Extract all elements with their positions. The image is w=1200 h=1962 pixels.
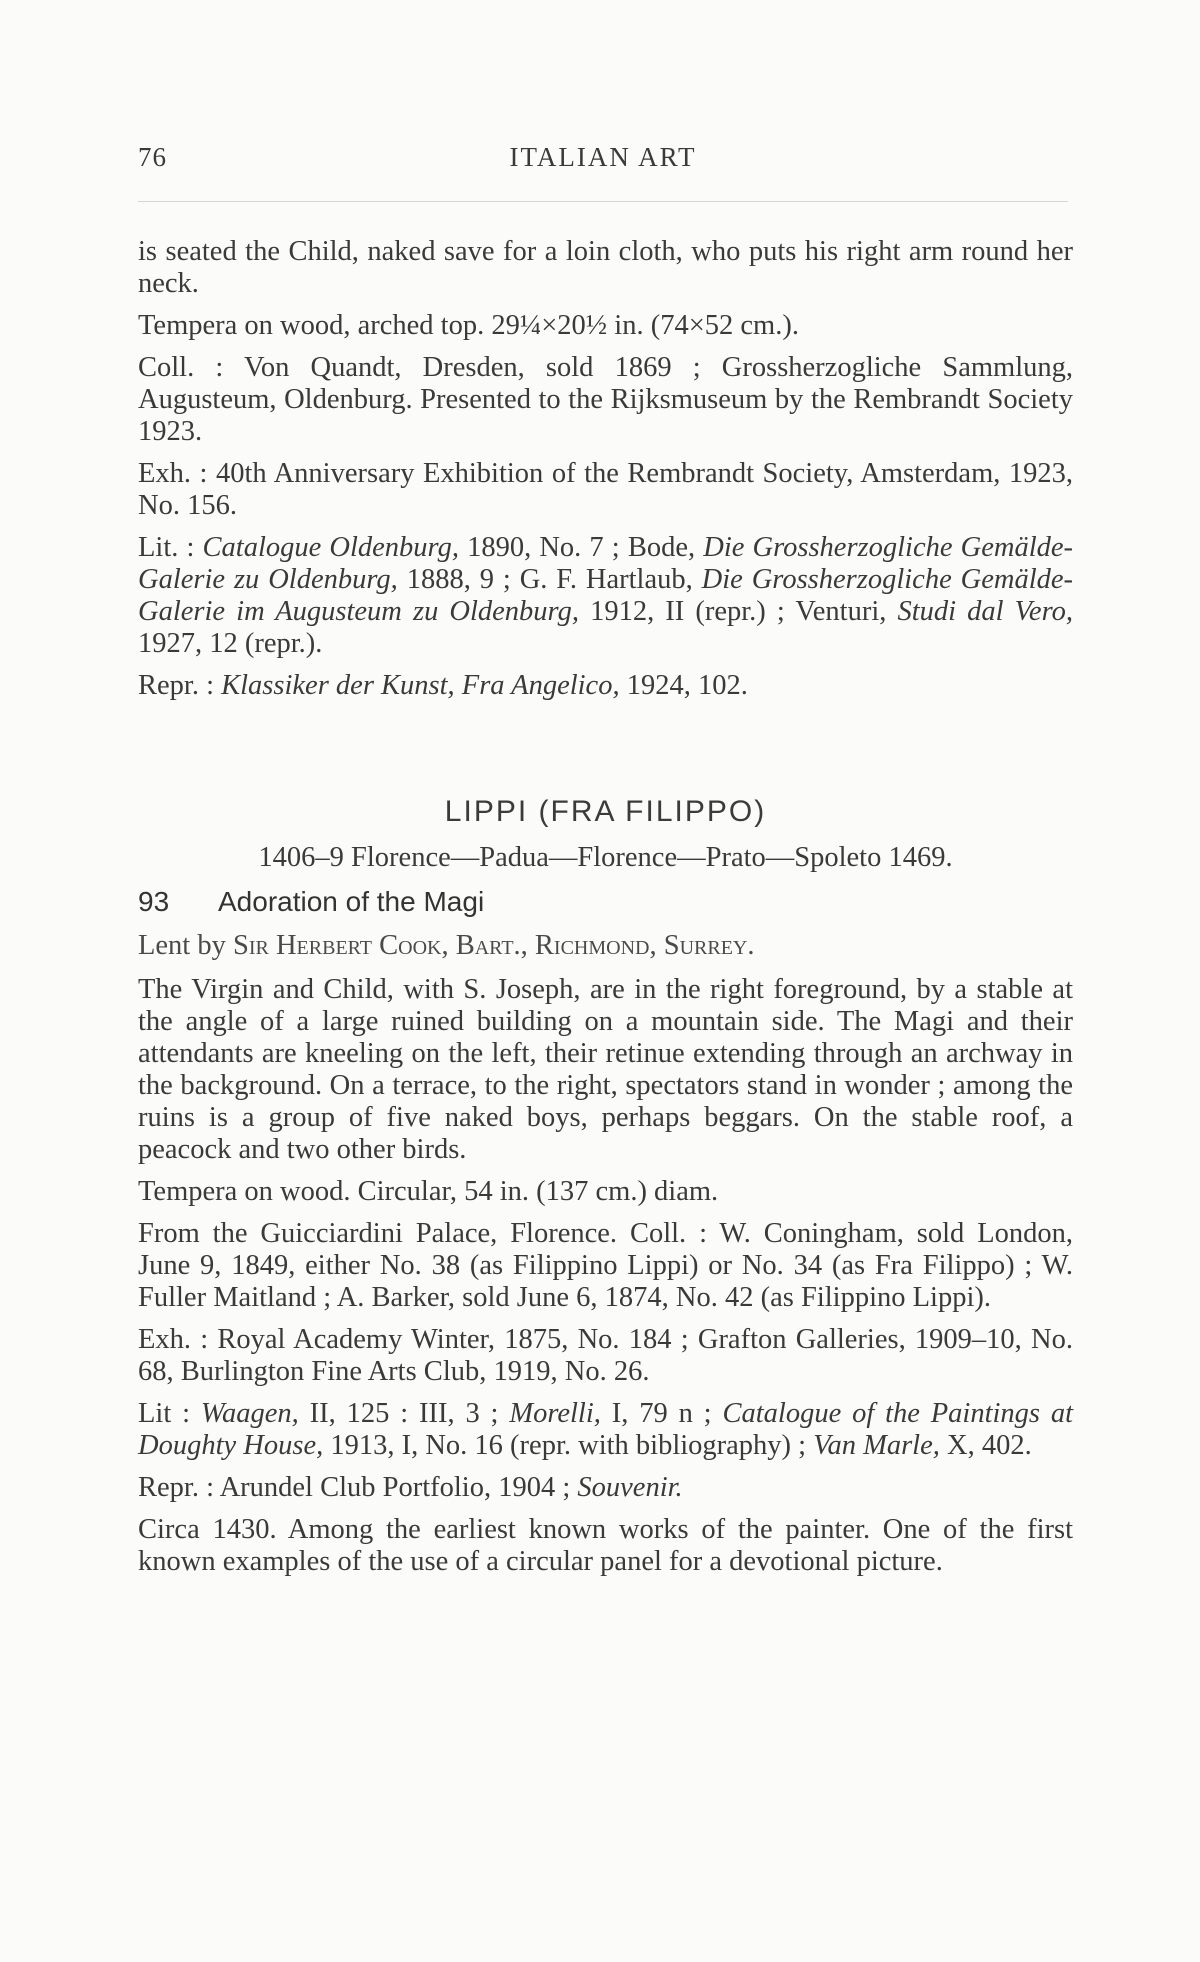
entry-literature — [138, 1398, 1073, 1462]
lit-ref: 1912, II (repr.) ; Venturi, — [590, 596, 887, 627]
lit-title: Die Grossherzogliche Gemälde-Galerie zu Oldenburg, — [138, 532, 1074, 595]
page-number: 76 — [138, 142, 167, 172]
lit-title: Morelli, — [509, 1398, 601, 1429]
repr-label: Repr. : — [138, 670, 214, 701]
repr-label: Repr. : — [138, 1472, 214, 1503]
running-title: ITALIAN ART — [509, 142, 697, 172]
entry-exhibition: Exh. : Royal Academy Winter, 1875, No. 184 ; Grafton Galleries, 1909–10, No. 68, Burlington Fine Arts Club, 1919, No. 26. — [138, 1324, 1073, 1387]
lit-title: Catalogue of the Paintings at Doughty House, — [138, 1398, 1074, 1461]
entry-provenance: From the Guicciardini Palace, Florence. Coll. : W. Coningham, sold London, June 9, 1849, either No. 38 (as Filippino Lippi) or No. 34 (as Fra Filippo) ; W. Fuller Maitland ; A. Barker, sold June 6, 1874, No. 42 (as Filippino Lippi). — [138, 1218, 1073, 1313]
repr-title: Klassiker der Kunst, Fra Angelico, — [221, 670, 620, 701]
entry-title: Adoration of the Magi — [218, 886, 485, 917]
repr-title: Souvenir. — [577, 1472, 683, 1503]
previous-entry-collection — [138, 352, 1073, 448]
entry-lender — [138, 930, 1073, 962]
lit-title: Van Marle, — [813, 1430, 940, 1461]
lit-ref: 1927, 12 (repr.). — [138, 628, 323, 659]
entry-note: Circa 1430. Among the earliest known works of the painter. One of the first known examples of the use of a circular panel for a devotional picture. — [138, 1514, 1073, 1577]
entry-description: The Virgin and Child, with S. Joseph, are in the right foreground, by a stable at the angle of a large ruined building on a mountain side. The Magi and their attendants are kneeling on the left, their retinue extending through an archway in the background. On a terrace, to the right, spectators stand in wonder ; among the ruins is a group of five naked boys, perhaps beggars. On the stable roof, a peacock and two other birds. — [138, 974, 1073, 1165]
text-column — [138, 236, 1073, 1578]
exh-label: Exh. : — [138, 458, 208, 489]
entry-medium: Tempera on wood. Circular, 54 in. (137 cm.) diam. — [138, 1176, 719, 1207]
entry-number: 93 — [138, 886, 170, 917]
entry-heading — [138, 886, 1073, 918]
repr-ref: Arundel Club Portfolio, 1904 ; — [219, 1472, 571, 1503]
previous-entry-medium: Tempera on wood, arched top. 29¼×20½ in. (74×52 cm.). — [138, 310, 799, 341]
lit-ref: 1913, I, No. 16 (repr. with bibliography) ; — [330, 1430, 807, 1461]
lit-label: Lit. : — [138, 532, 195, 563]
lender-name: Sir Herbert Cook, Bart., Richmond, Surrey. — [232, 930, 755, 961]
lit-ref: II, 125 : III, 3 ; — [309, 1398, 499, 1429]
lent-prefix: Lent by — [138, 930, 226, 961]
exh-text: 40th Anniversary Exhibition of the Rembrandt Society, Amsterdam, 1923, No. 156. — [138, 458, 1073, 521]
header-rule — [138, 201, 1068, 202]
lit-ref: X, 402. — [947, 1430, 1032, 1461]
lit-ref: 1888, 9 ; G. F. Hartlaub, — [406, 564, 693, 595]
previous-entry-reproduction — [138, 670, 1073, 702]
artist-heading: LIPPI (FRA FILIPPO) — [444, 795, 767, 828]
previous-entry-continuation: is seated the Child, naked save for a loin cloth, who puts his right arm round her neck. — [138, 236, 1073, 299]
artist-dates: 1406–9 Florence—Padua—Florence—Prato—Spoleto 1469. — [258, 842, 953, 873]
page-header — [138, 142, 1068, 182]
previous-entry-literature — [138, 532, 1073, 660]
lit-title: Die Grossherzogliche Gemälde-Galerie im Augusteum zu Oldenburg, — [138, 564, 1074, 627]
repr-ref: 1924, 102. — [626, 670, 748, 701]
lit-title: Studi dal Vero, — [897, 596, 1073, 627]
lit-ref: 1890, No. 7 ; Bode, — [467, 532, 696, 563]
coll-label: Coll. : — [138, 352, 224, 383]
lit-label: Lit : — [138, 1398, 191, 1429]
previous-entry-exhibition — [138, 458, 1073, 522]
coll-text: Von Quandt, Dresden, sold 1869 ; Grossherzogliche Sammlung, Augusteum, Oldenburg. Presented to the Rijksmuseum by the Rembrandt Society 1923. — [138, 352, 1073, 447]
lit-title: Catalogue Oldenburg, — [202, 532, 459, 563]
lit-ref: I, 79 n ; — [611, 1398, 712, 1429]
lit-title: Waagen, — [200, 1398, 299, 1429]
entry-reproduction — [138, 1472, 1073, 1504]
